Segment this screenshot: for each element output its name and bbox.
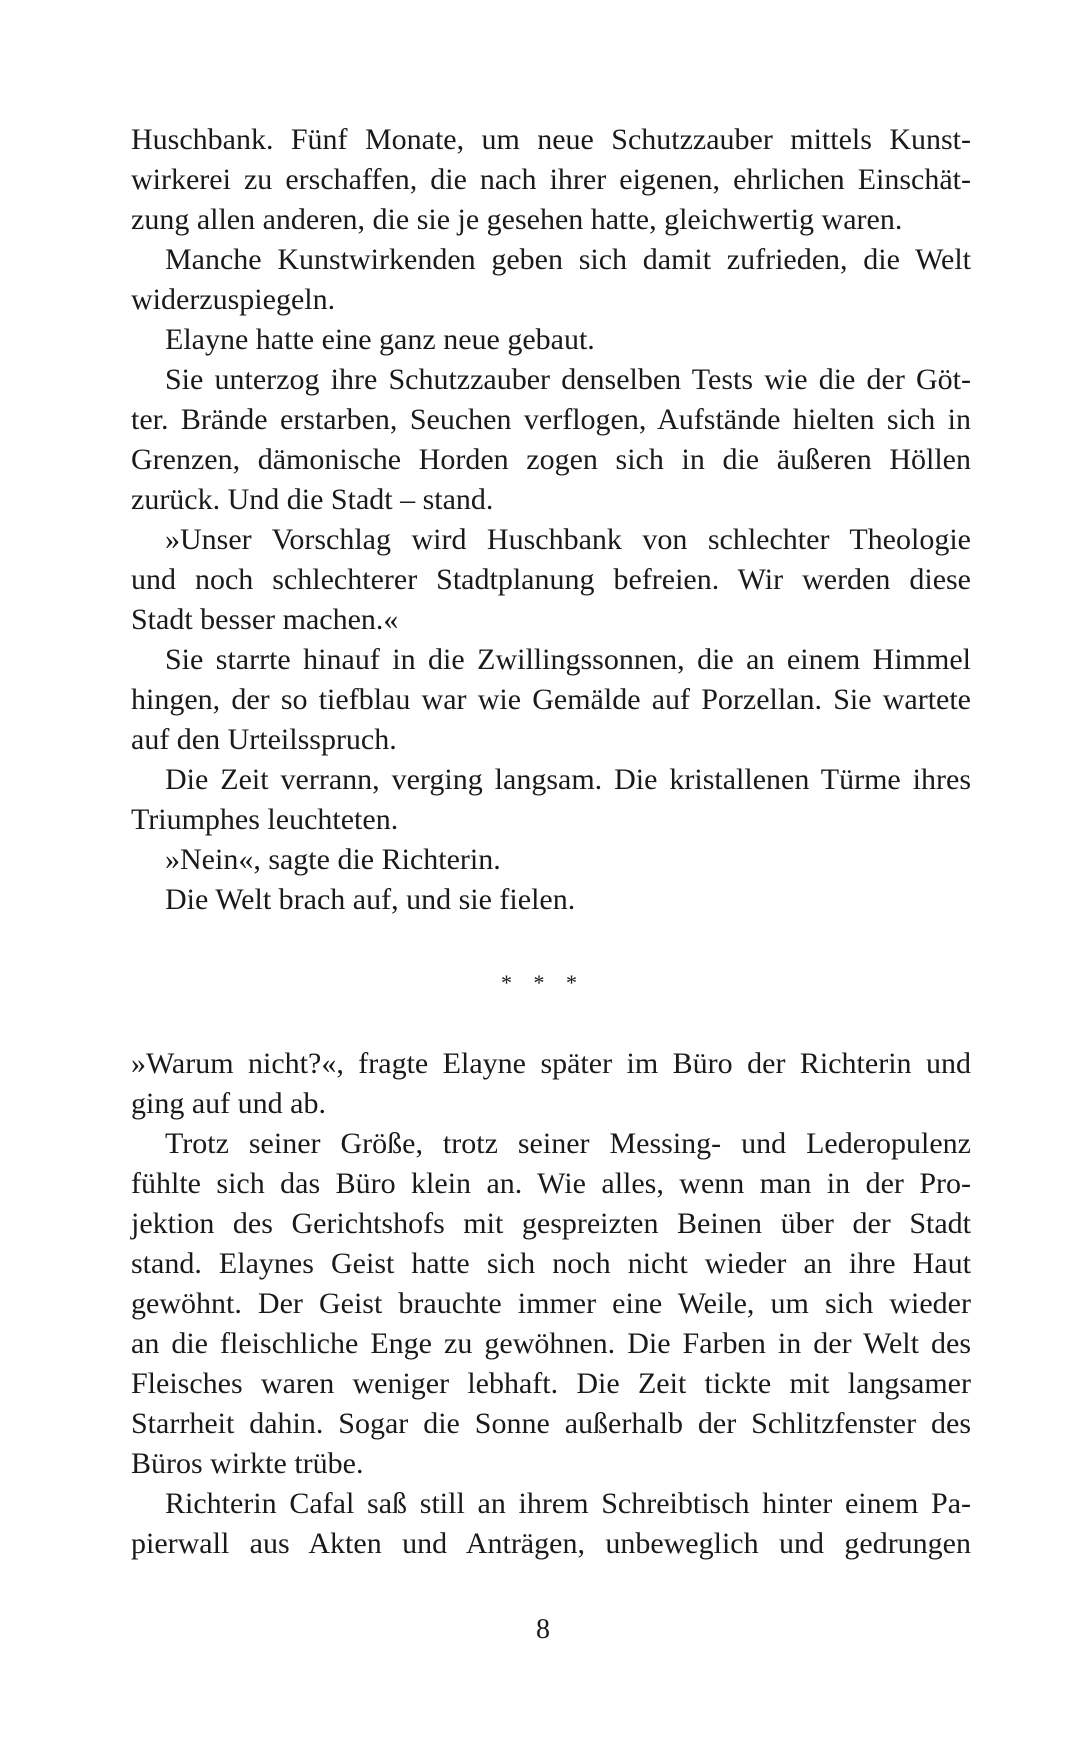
- text-block-1: [131, 120, 971, 920]
- text-block-2: [131, 1044, 971, 1564]
- text-line: ter. Brände erstarben, Seuchen verflogen, Aufstände hielten sich in: [131, 403, 971, 436]
- text-line: hingen, der so tiefblau war wie Gemälde auf Porzellan. Sie wartete: [131, 683, 971, 716]
- text-line: Stadt besser machen.«: [131, 603, 399, 636]
- text-line: Büros wirkte trübe.: [131, 1447, 364, 1480]
- text-line: Sie starrte hinauf in die Zwillingssonnen, die an einem Himmel: [165, 643, 971, 676]
- text-line: »Unser Vorschlag wird Huschbank von schlechter Theologie: [165, 523, 971, 556]
- text-line: zung allen anderen, die sie je gesehen hatte, gleichwertig waren.: [131, 203, 903, 236]
- text-line: fühlte sich das Büro klein an. Wie alles, wenn man in der Pro-: [131, 1167, 971, 1200]
- text-line: ging auf und ab.: [131, 1087, 326, 1120]
- text-line: »Warum nicht?«, fragte Elayne später im Büro der Richterin und: [131, 1047, 971, 1080]
- text-line: Grenzen, dämonische Horden zogen sich in die äußeren Höllen: [131, 443, 971, 476]
- text-line: Huschbank. Fünf Monate, um neue Schutzzauber mittels Kunst-: [131, 123, 971, 156]
- text-line: Fleisches waren weniger lebhaft. Die Zeit tickte mit langsamer: [131, 1367, 971, 1400]
- scene-break: * * *: [501, 970, 585, 995]
- page-number: 8: [536, 1614, 550, 1645]
- text-line: Die Zeit verrann, verging langsam. Die kristallenen Türme ihres: [165, 763, 971, 796]
- text-line: wirkerei zu erschaffen, die nach ihrer eigenen, ehrlichen Einschät-: [131, 163, 971, 196]
- text-line: Richterin Cafal saß still an ihrem Schreibtisch hinter einem Pa-: [165, 1487, 971, 1520]
- text-line: Sie unterzog ihre Schutzzauber denselben Tests wie die der Göt-: [165, 363, 971, 396]
- text-line: pierwall aus Akten und Anträgen, unbeweglich und gedrungen: [131, 1527, 971, 1560]
- text-line: Die Welt brach auf, und sie fielen.: [165, 883, 576, 916]
- text-line: Manche Kunstwirkenden geben sich damit zufrieden, die Welt: [165, 243, 971, 276]
- text-line: und noch schlechterer Stadtplanung befreien. Wir werden diese: [131, 563, 971, 596]
- text-line: Elayne hatte eine ganz neue gebaut.: [165, 323, 595, 356]
- text-line: Starrheit dahin. Sogar die Sonne außerhalb der Schlitzfenster des: [131, 1407, 971, 1440]
- text-line: gewöhnt. Der Geist brauchte immer eine Weile, um sich wieder: [131, 1287, 971, 1320]
- text-line: an die fleischliche Enge zu gewöhnen. Die Farben in der Welt des: [131, 1327, 971, 1360]
- text-line: Trotz seiner Größe, trotz seiner Messing- und Lederopulenz: [165, 1127, 971, 1160]
- text-line: »Nein«, sagte die Richterin.: [165, 843, 501, 876]
- text-line: stand. Elaynes Geist hatte sich noch nicht wieder an ihre Haut: [131, 1247, 971, 1280]
- text-line: jektion des Gerichtshofs mit gespreizten Beinen über der Stadt: [131, 1207, 971, 1240]
- text-line: auf den Urteilsspruch.: [131, 723, 397, 756]
- text-line: zurück. Und die Stadt – stand.: [131, 483, 494, 516]
- text-line: widerzuspiegeln.: [131, 283, 336, 316]
- text-line: Triumphes leuchteten.: [131, 803, 399, 836]
